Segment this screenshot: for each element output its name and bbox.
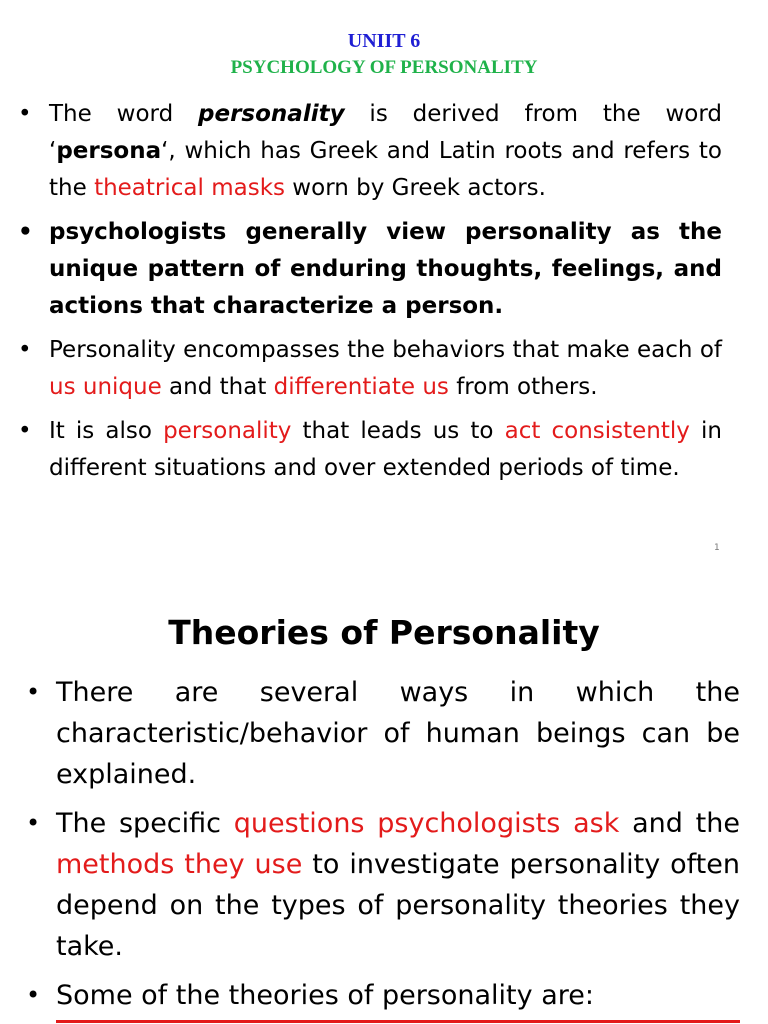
text: The word bbox=[49, 101, 199, 127]
bullet-dot: • bbox=[18, 219, 33, 245]
bullet-methods bbox=[26, 803, 740, 967]
text: psychologists generally view personality as the unique pattern of enduring thoughts, feelings, and actions that characterize a person. bbox=[49, 219, 722, 319]
text: The specific bbox=[56, 808, 234, 839]
highlight-methods: methods they use bbox=[56, 849, 303, 880]
bullet-dot: • bbox=[18, 101, 32, 127]
slide-1-body bbox=[18, 96, 722, 494]
unit-subtitle: PSYCHOLOGY OF PERSONALITY bbox=[230, 57, 538, 78]
bullet-theories-list bbox=[26, 975, 740, 1016]
term-persona: persona bbox=[56, 138, 162, 164]
text: and that bbox=[161, 374, 274, 400]
bullet-dot: • bbox=[26, 809, 41, 837]
text: Personality encompasses the behaviors that make each of bbox=[49, 337, 722, 363]
bullet-dot: • bbox=[26, 678, 41, 706]
text: Some of the theories of personality are: bbox=[56, 980, 594, 1011]
highlight-differentiate-us: differentiate us bbox=[273, 374, 449, 400]
text: that leads us to bbox=[291, 418, 505, 444]
highlight-theatrical-masks: theatrical masks bbox=[94, 175, 285, 201]
text: and the bbox=[619, 808, 740, 839]
highlight-act-consistently: act consistently bbox=[504, 418, 690, 444]
bullet-unique bbox=[18, 332, 722, 406]
text: to investigate personality often depend on the types of personality theories they take. bbox=[56, 849, 740, 962]
bullet-dot: • bbox=[18, 418, 32, 444]
bullet-personality-origin bbox=[18, 96, 722, 207]
unit-title: UNIIT 6 bbox=[347, 30, 421, 52]
text: There are several ways in which the characteristic/behavior of human beings can be explained. bbox=[56, 677, 740, 790]
highlight-personality: personality bbox=[163, 418, 292, 444]
section-title: Theories of Personality bbox=[168, 613, 600, 652]
text: ‘, which has Greek and Latin roots and refers to the bbox=[49, 138, 722, 201]
highlight-us-unique: us unique bbox=[49, 374, 162, 400]
bullet-definition bbox=[18, 214, 722, 325]
slide-2-body bbox=[26, 672, 740, 1024]
cut-off-red-line bbox=[56, 1020, 740, 1023]
bullet-explanations bbox=[26, 672, 740, 795]
highlight-questions: questions psychologists ask bbox=[233, 808, 620, 839]
bullet-consistency bbox=[18, 413, 722, 487]
term-personality: personality bbox=[198, 101, 345, 127]
text: from others. bbox=[448, 374, 598, 400]
bullet-dot: • bbox=[26, 981, 41, 1009]
bullet-dot: • bbox=[18, 337, 32, 363]
cut-off-red-text bbox=[56, 1018, 740, 1024]
text: It is also bbox=[49, 418, 164, 444]
text: in different situations and over extended periods of time. bbox=[49, 418, 722, 481]
page-number: 1 bbox=[714, 543, 720, 553]
text: worn by Greek actors. bbox=[285, 175, 546, 201]
text: is derived from the word ‘ bbox=[49, 101, 722, 164]
